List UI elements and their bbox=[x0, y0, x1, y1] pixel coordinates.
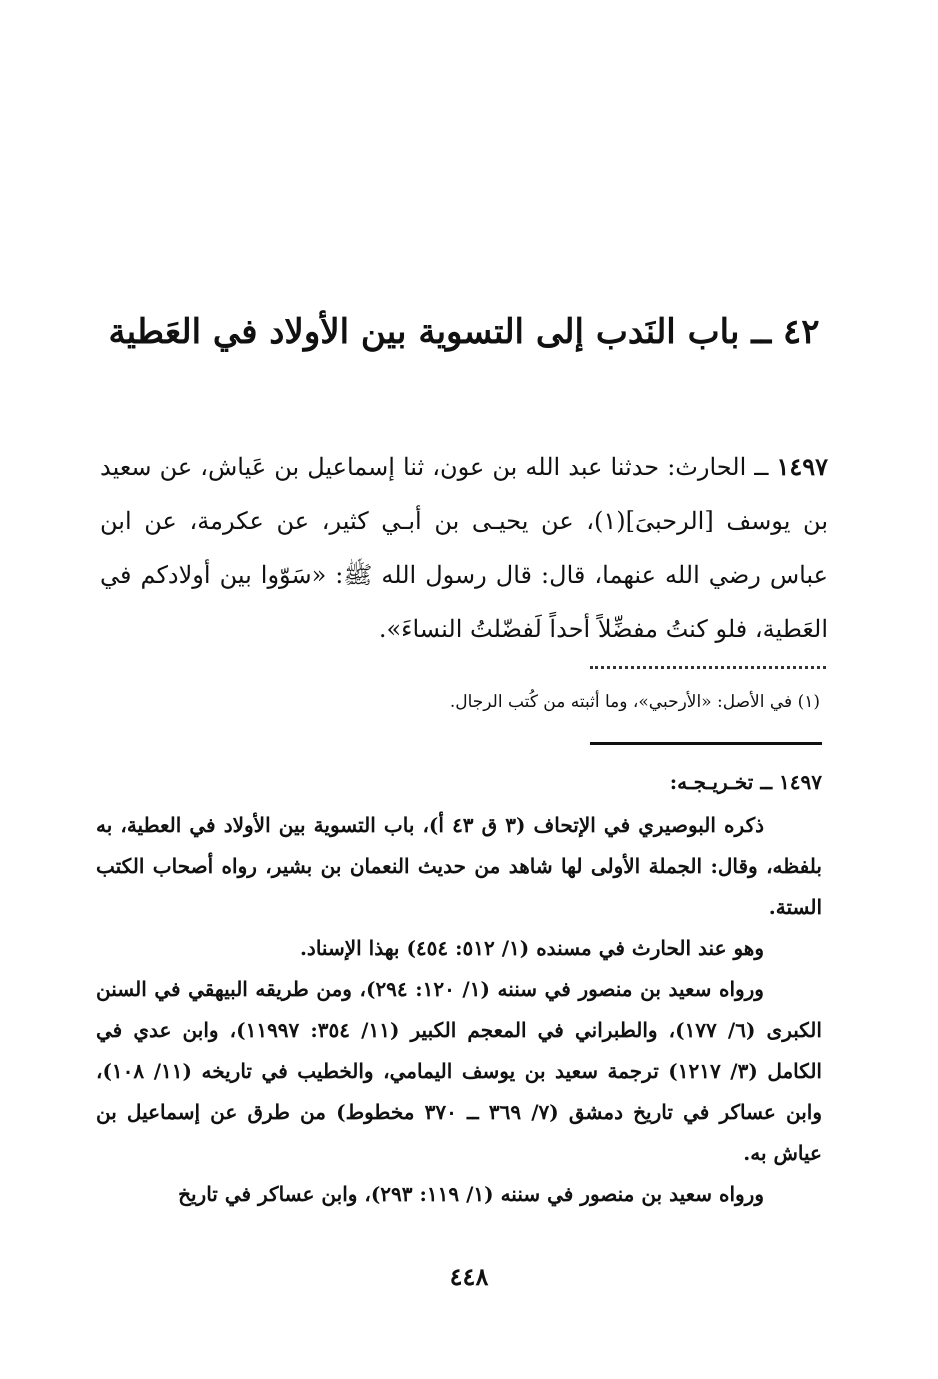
footnote-separator bbox=[590, 658, 826, 669]
hadith-text bbox=[100, 440, 828, 656]
hadith-body: ــ الحارث: حدثنا عبد الله بن عون، ثنا إسماعيل بن عَياش، عن سعيد بن يوسف [الرحبىَ](١)، عن يحيـى بن أبـي كثير، عن عكرمة، عن ابن عباس رضي الله عنهما، قال: قال رسول الله ﷺ: «سَوّوا بين أولادكم في العَطية، فلو كنتُ مفضِّلاً أحداً لَفضّلتُ النساءَ». bbox=[100, 453, 828, 643]
takhrij-paragraph: ذكره البوصيري في الإتحاف (٣ ق ٤٣ أ)، باب التسوية بين الأولاد في العطية، به بلفظه، وقال: الجملة الأولى لها شاهد من حديث النعمان بن بشير، رواه أصحاب الكتب الستة. bbox=[96, 813, 822, 919]
takhrij-paragraph: ورواه سعيد بن منصور في سننه (١/ ١١٩: ٢٩٣)، وابن عساكر في تاريخ bbox=[178, 1182, 764, 1206]
takhrij-heading: ١٤٩٧ ــ تخـريـجـه: bbox=[669, 770, 822, 794]
chapter-title: ٤٢ ــ باب النَدب إلى التسوية بين الأولاد في العَطية bbox=[108, 312, 820, 352]
takhrij-section bbox=[96, 762, 822, 1215]
footnote: (١) في الأصل: «الأرحبي»، وما أثبته من كُتب الرجال. bbox=[449, 692, 820, 712]
takhrij-paragraph: وهو عند الحارث في مسنده (١/ ٥١٢: ٤٥٤) بهذا الإسناد. bbox=[299, 936, 764, 960]
page-number: ٤٤٨ bbox=[449, 1262, 489, 1291]
hadith-number: ١٤٩٧ bbox=[776, 452, 828, 481]
takhrij-paragraph: ورواه سعيد بن منصور في سننه (١/ ١٢٠: ٢٩٤)، ومن طريقه البيهقي في السنن الكبرى (٦/ ١٧٧)، والطبراني في المعجم الكبير (١١/ ٣٥٤: ١١٩٩٧)، وابن عدي في الكامل (٣/ ١٢١٧) ترجمة سعيد بن يوسف اليمامي، والخطيب في تاريخه (١١/ ١٠٨)، وابن عساكر في تاريخ دمشق (٧/ ٣٦٩ ــ ٣٧٠ مخطوط) من طرق عن إسماعيل بن عياش به. bbox=[96, 977, 823, 1165]
section-divider bbox=[590, 742, 822, 745]
